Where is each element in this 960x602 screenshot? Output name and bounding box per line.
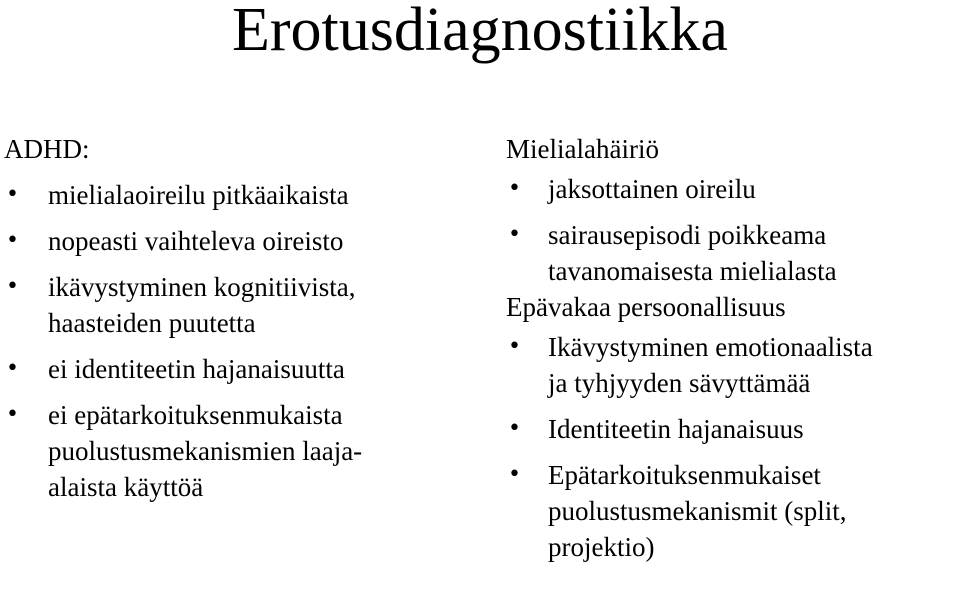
borderline-heading: Epävakaa persoonallisuus	[506, 292, 786, 322]
borderline-item-line: Epätarkoituksenmukaiset	[548, 460, 821, 490]
adhd-item-line: puolustusmekanismien laaja-	[48, 436, 363, 466]
adhd-item	[4, 397, 474, 505]
bullet-icon: •	[508, 176, 521, 201]
bullet-icon: •	[6, 182, 19, 207]
bullet-icon: •	[508, 416, 521, 441]
bullet-icon: •	[6, 274, 19, 299]
mood-disorder-item-line: tavanomaisesta mielialasta	[548, 256, 837, 286]
adhd-item-line: alaista käyttöä	[48, 472, 204, 502]
bullet-icon: •	[6, 228, 19, 253]
adhd-heading: ADHD:	[4, 134, 90, 164]
adhd-item-line: ei epätarkoituksenmukaista	[48, 400, 343, 430]
borderline-item	[506, 411, 956, 447]
adhd-item-line: ikävystyminen kognitiivista,	[48, 272, 356, 302]
adhd-item-line: ei identiteetin hajanaisuutta	[48, 354, 345, 384]
borderline-item	[506, 329, 956, 401]
borderline-item-line: ja tyhjyyden sävyttämää	[548, 368, 811, 398]
adhd-item-line: haasteiden puutetta	[48, 308, 256, 338]
adhd-item-line: nopeasti vaihteleva oireisto	[48, 226, 344, 256]
comparison-column	[506, 131, 956, 575]
borderline-item-line: projektio)	[548, 532, 655, 562]
mood-disorder-item	[506, 217, 956, 289]
page-title: Erotusdiagnostiikka	[232, 0, 728, 64]
bullet-icon: •	[508, 334, 521, 359]
bullet-icon: •	[508, 222, 521, 247]
adhd-item	[4, 351, 474, 387]
bullet-icon: •	[6, 402, 19, 427]
bullet-icon: •	[508, 462, 521, 487]
adhd-item	[4, 223, 474, 259]
mood-disorder-item-line: jaksottainen oireilu	[548, 174, 756, 204]
adhd-item	[4, 269, 474, 341]
bullet-icon: •	[6, 356, 19, 381]
mood-disorder-heading: Mielialahäiriö	[506, 134, 659, 164]
adhd-item	[4, 177, 474, 213]
adhd-column	[4, 131, 474, 515]
borderline-item-line: Identiteetin hajanaisuus	[548, 414, 804, 444]
adhd-item-line: mielialaoireilu pitkäaikaista	[48, 180, 349, 210]
borderline-item-line: puolustusmekanismit (split,	[548, 496, 847, 526]
mood-disorder-item-line: sairausepisodi poikkeama	[548, 220, 827, 250]
mood-disorder-item	[506, 171, 956, 207]
borderline-item	[506, 457, 956, 565]
borderline-item-line: Ikävystyminen emotionaalista	[548, 332, 873, 362]
